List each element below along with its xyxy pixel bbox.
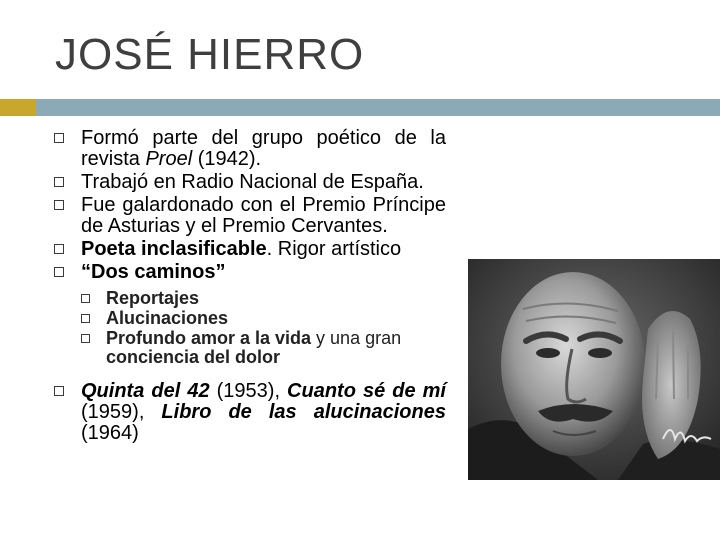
bullet-text: [81, 380, 446, 444]
text-segment: (1959),: [81, 401, 162, 423]
text-segment: (1964): [81, 422, 139, 444]
sub-bullet-item: [52, 309, 446, 328]
bullet-text: [81, 127, 446, 170]
bullet-item: [52, 195, 446, 237]
bullet-list: [52, 128, 446, 446]
sub-bullet-box-icon: [81, 334, 90, 343]
text-segment: Reportajes: [106, 288, 200, 308]
portrait-photo: [468, 259, 720, 480]
text-segment: Fue galardonado con el Premio Príncipe de Asturias y el Premio Cervantes.: [81, 194, 446, 237]
text-segment: conciencia del dolor: [106, 347, 281, 367]
text-segment: Cuanto sé de mí: [287, 380, 446, 402]
accent-bar: [0, 99, 36, 116]
text-segment: Trabajó en Radio Nacional de España.: [81, 171, 424, 193]
bullet-item: [52, 172, 446, 193]
bullet-text: [81, 194, 446, 237]
bullet-item: [52, 262, 446, 283]
text-segment: Proel: [145, 148, 193, 170]
sub-bullet-item: [52, 329, 446, 367]
bullet-item: [52, 128, 446, 170]
sub-bullet-list: [52, 289, 446, 367]
bullet-box-icon: [54, 200, 64, 210]
text-segment: “Dos caminos”: [81, 261, 226, 283]
bullet-box-icon: [54, 267, 64, 277]
bullet-text: [81, 261, 225, 283]
bullet-item: [52, 239, 446, 260]
text-segment: y una gran: [311, 328, 402, 348]
sub-bullet-item: [52, 289, 446, 308]
text-segment: Libro de las alucinaciones: [161, 401, 446, 423]
sub-bullet-text: [106, 328, 401, 367]
sub-bullet-box-icon: [81, 294, 90, 303]
bullet-box-icon: [54, 244, 64, 254]
text-segment: (1942).: [192, 148, 262, 170]
text-segment: Quinta del 42: [81, 380, 210, 402]
bullet-box-icon: [54, 177, 64, 187]
text-segment: . Rigor artístico: [266, 238, 402, 260]
bullet-text: [81, 171, 424, 193]
text-segment: Profundo amor a la vida: [106, 328, 312, 348]
portrait-illustration: [468, 259, 720, 480]
sub-bullet-box-icon: [81, 314, 90, 323]
sub-bullet-text: [106, 308, 228, 328]
bullet-item-works: [52, 381, 446, 444]
title-rule: [36, 99, 720, 116]
sub-bullet-text: [106, 288, 199, 308]
bullet-box-icon: [54, 133, 64, 143]
bullet-text: [81, 238, 401, 260]
text-segment: Formó parte del grupo poético de la revista: [81, 127, 446, 170]
slide-title: JOSÉ HIERRO: [55, 30, 365, 79]
text-segment: (1953),: [209, 380, 288, 402]
text-segment: Alucinaciones: [106, 308, 229, 328]
bullet-box-icon: [54, 386, 64, 396]
text-segment: Poeta inclasificable: [81, 238, 267, 260]
